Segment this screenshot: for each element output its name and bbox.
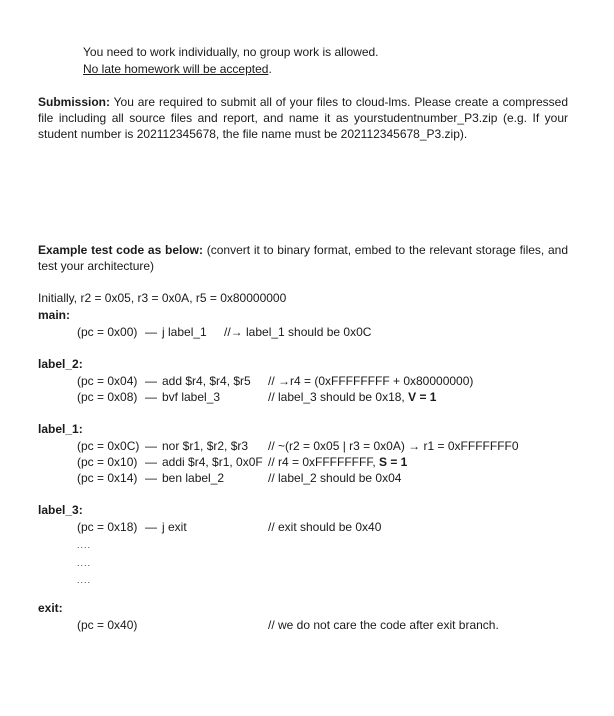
example-paragraph [38,242,568,274]
main-comment: //→ label_1 should be 0x0C [224,325,372,339]
l2-2-comment-flag: V = 1 [408,390,437,404]
l1-2-pc: (pc = 0x10) [77,455,138,469]
l3-1-instr: j exit [162,520,187,534]
l1-2-comment [268,455,407,469]
label-1: label_1: [38,422,83,436]
l3-1-dash: — [145,520,157,534]
main-instr: j label_1 [162,325,207,339]
l2-1-comment: // →r4 = (0xFFFFFFFF + 0x80000000) [268,374,474,388]
exit-pc: (pc = 0x40) [77,618,138,632]
main-dash: — [145,325,157,339]
example-text: (convert it to binary format, embed to the relevant storage files, and test your architecture) [38,243,568,273]
example-heading: Example test code as below: [38,243,203,257]
l2-1-instr: add $r4, $r4, $r5 [162,374,251,388]
l1-2-comment-flag: S = 1 [379,455,408,469]
initial-values: Initially, r2 = 0x05, r3 = 0x0A, r5 = 0x80000000 [38,291,287,305]
l1-2-instr: addi $r4, $r1, 0x0F [162,455,263,469]
note-late-period: . [268,62,272,76]
l2-2-comment-text: // label_3 should be 0x18, [268,390,409,404]
l2-1-pc: (pc = 0x04) [77,374,138,388]
label-main: main: [38,308,71,322]
l1-3-instr: ben label_2 [162,471,225,485]
submission-heading: Submission: [38,95,111,109]
l2-2-instr: bvf label_3 [162,390,221,404]
l1-3-comment: // label_2 should be 0x04 [268,471,402,485]
note-individual: You need to work individually, no group work is allowed. [83,45,379,59]
note-late [83,62,272,76]
l1-2-dash: — [145,455,157,469]
l1-3-pc: (pc = 0x14) [77,471,138,485]
l3-1-comment: // exit should be 0x40 [268,520,382,534]
l1-1-dash: — [145,439,157,453]
l1-1-instr: nor $r1, $r2, $r3 [162,439,249,453]
label-2: label_2: [38,357,83,371]
label-3: label_3: [38,503,83,517]
l2-2-pc: (pc = 0x08) [77,390,138,404]
submission-text: You are required to submit all of your files to cloud-lms. Please create a compressed file including all source files and report, and name it as yourstudentnumber_P3.zip (e.g. If your student number is 202112345678, the file name must be 202112345678_P3.zip). [38,95,568,141]
l1-1-pc: (pc = 0x0C) [77,439,140,453]
l2-2-dash: — [145,390,157,404]
ellipsis-3: .... [77,575,92,585]
l2-1-dash: — [145,374,157,388]
main-pc: (pc = 0x00) [77,325,138,339]
ellipsis-1: .... [77,540,92,550]
l2-2-comment [268,390,436,404]
l1-3-dash: — [145,471,157,485]
l1-1-comment: // ~(r2 = 0x05 | r3 = 0x0A) → r1 = 0xFFFFFFF0 [268,439,519,453]
label-exit: exit: [38,601,63,615]
note-late-text: No late homework will be accepted [83,62,269,76]
submission-paragraph [38,94,568,142]
exit-comment: // we do not care the code after exit branch. [268,618,499,632]
ellipsis-2: .... [77,558,92,568]
l1-2-comment-text: // r4 = 0xFFFFFFFF, [268,455,379,469]
l3-1-pc: (pc = 0x18) [77,520,138,534]
